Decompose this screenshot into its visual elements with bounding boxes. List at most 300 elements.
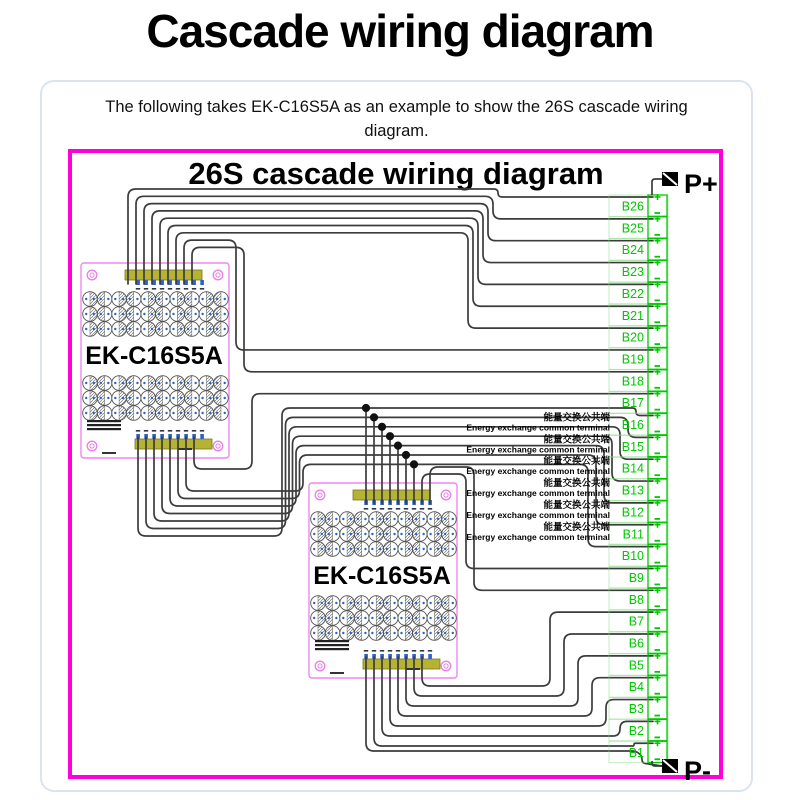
common-terminal-label-en: Energy exchange common terminal bbox=[466, 488, 610, 499]
pad-dot bbox=[444, 602, 446, 604]
pin-label-fineprint bbox=[136, 430, 140, 432]
pad-dot bbox=[342, 632, 344, 634]
pad-dot bbox=[437, 533, 439, 535]
pad-dot bbox=[371, 632, 373, 634]
cell-label: B10 bbox=[621, 549, 644, 564]
pad-dot bbox=[187, 298, 189, 300]
pad-dot bbox=[114, 382, 116, 384]
pad-dot bbox=[342, 533, 344, 535]
pad-dot bbox=[364, 548, 366, 550]
pad-dot bbox=[165, 412, 167, 414]
description-text: The following takes EK-C16S5A as an example to show the 26S cascade wiring diagram. bbox=[105, 98, 688, 140]
pad-dot bbox=[357, 617, 359, 619]
pad-dot bbox=[100, 397, 102, 399]
pad-dot bbox=[379, 602, 381, 604]
pad-dot bbox=[129, 382, 131, 384]
pin-label-fineprint bbox=[420, 650, 424, 652]
pad-dot bbox=[151, 298, 153, 300]
pad-dot bbox=[350, 617, 352, 619]
pad-dot bbox=[224, 298, 226, 300]
pad-dot bbox=[342, 518, 344, 520]
pad-dot bbox=[452, 602, 454, 604]
pad-dot bbox=[129, 328, 131, 330]
pad-dot bbox=[364, 533, 366, 535]
pad-dot bbox=[100, 298, 102, 300]
pad-dot bbox=[350, 632, 352, 634]
pad-dot bbox=[143, 382, 145, 384]
pad-dot bbox=[93, 313, 95, 315]
common-terminal-label-zh: 能量交换公共端 bbox=[543, 499, 610, 511]
pad-dot bbox=[187, 313, 189, 315]
pad-dot bbox=[122, 412, 124, 414]
pad-dot bbox=[393, 602, 395, 604]
pad-dot bbox=[313, 617, 315, 619]
pad-dot bbox=[107, 382, 109, 384]
pad-dot bbox=[180, 298, 182, 300]
pad-dot bbox=[321, 602, 323, 604]
pad-dot bbox=[122, 397, 124, 399]
pad-dot bbox=[313, 533, 315, 535]
pad-dot bbox=[85, 328, 87, 330]
pad-dot bbox=[386, 548, 388, 550]
pad-dot bbox=[136, 382, 138, 384]
pin-label-fineprint bbox=[364, 650, 368, 652]
pad-dot bbox=[143, 412, 145, 414]
pin-label-fineprint bbox=[380, 508, 384, 510]
pad-dot bbox=[107, 298, 109, 300]
pad-dot bbox=[321, 548, 323, 550]
cell-label: B23 bbox=[621, 265, 644, 280]
cell-label: B5 bbox=[628, 658, 644, 673]
pad-dot bbox=[422, 602, 424, 604]
p-plus-label: P+ bbox=[684, 169, 718, 199]
pad-dot bbox=[114, 313, 116, 315]
pad-dot bbox=[437, 518, 439, 520]
pad-dot bbox=[100, 382, 102, 384]
pad-dot bbox=[393, 533, 395, 535]
pad-dot bbox=[129, 313, 131, 315]
pad-dot bbox=[114, 298, 116, 300]
pad-dot bbox=[342, 602, 344, 604]
pad-dot bbox=[357, 518, 359, 520]
pad-dot bbox=[422, 617, 424, 619]
pad-dot bbox=[165, 397, 167, 399]
pad-dot bbox=[335, 518, 337, 520]
pin-label-fineprint bbox=[192, 430, 196, 432]
pin-label-fineprint bbox=[160, 430, 164, 432]
junction-dot bbox=[402, 451, 410, 459]
pad-dot bbox=[136, 412, 138, 414]
pad-dot bbox=[165, 298, 167, 300]
pad-dot bbox=[452, 617, 454, 619]
pad-dot bbox=[172, 298, 174, 300]
pad-dot bbox=[93, 328, 95, 330]
connector bbox=[353, 490, 430, 500]
fine-print bbox=[102, 452, 116, 454]
pad-dot bbox=[187, 382, 189, 384]
pad-dot bbox=[328, 617, 330, 619]
pad-dot bbox=[408, 617, 410, 619]
junction-dot bbox=[370, 413, 378, 421]
pad-dot bbox=[415, 632, 417, 634]
pad-dot bbox=[85, 412, 87, 414]
pad-dot bbox=[415, 617, 417, 619]
pad-dot bbox=[201, 313, 203, 315]
board-name: EK-C16S5A bbox=[313, 562, 451, 590]
common-terminal-label-en: Energy exchange common terminal bbox=[466, 422, 610, 433]
pin-label-fineprint bbox=[364, 508, 368, 510]
screw-hole-icon bbox=[216, 273, 220, 277]
pad-dot bbox=[393, 632, 395, 634]
pad-dot bbox=[93, 382, 95, 384]
pad-dot bbox=[313, 632, 315, 634]
cell-label: B21 bbox=[621, 308, 644, 323]
pad-dot bbox=[136, 397, 138, 399]
pad-dot bbox=[400, 548, 402, 550]
pad-dot bbox=[444, 548, 446, 550]
pad-dot bbox=[224, 412, 226, 414]
junction-dot bbox=[378, 423, 386, 431]
pad-dot bbox=[408, 632, 410, 634]
pad-dot bbox=[422, 533, 424, 535]
screw-hole-icon bbox=[444, 493, 448, 497]
pin-label-fineprint bbox=[420, 508, 424, 510]
pad-dot bbox=[107, 313, 109, 315]
pin-label-fineprint bbox=[372, 650, 376, 652]
cell-label: B24 bbox=[621, 243, 644, 258]
pad-dot bbox=[321, 533, 323, 535]
pad-dot bbox=[151, 313, 153, 315]
pad-dot bbox=[379, 548, 381, 550]
pad-dot bbox=[350, 602, 352, 604]
pcb-board bbox=[309, 483, 457, 678]
pad-dot bbox=[393, 617, 395, 619]
pad-dot bbox=[93, 298, 95, 300]
junction-dot bbox=[410, 460, 418, 468]
pin-label-fineprint bbox=[184, 430, 188, 432]
pad-dot bbox=[151, 328, 153, 330]
pad-dot bbox=[400, 617, 402, 619]
cell-label: B3 bbox=[628, 702, 644, 717]
pad-dot bbox=[342, 548, 344, 550]
pad-dot bbox=[224, 382, 226, 384]
pad-dot bbox=[129, 412, 131, 414]
pad-dot bbox=[136, 298, 138, 300]
pin-label-fineprint bbox=[192, 288, 196, 290]
pad-dot bbox=[371, 533, 373, 535]
fine-print bbox=[315, 640, 349, 642]
pad-dot bbox=[129, 397, 131, 399]
diagram-title: 26S cascade wiring diagram bbox=[188, 156, 604, 191]
page-title: Cascade wiring diagram bbox=[146, 5, 654, 57]
fine-print bbox=[315, 648, 349, 650]
common-terminal-label-zh: 能量交换公共端 bbox=[543, 478, 610, 490]
pad-dot bbox=[364, 617, 366, 619]
cell-label: B7 bbox=[628, 614, 644, 629]
pad-dot bbox=[209, 412, 211, 414]
pin-label-fineprint bbox=[372, 508, 376, 510]
common-terminal-label-en: Energy exchange common terminal bbox=[466, 466, 610, 477]
pad-dot bbox=[371, 518, 373, 520]
pad-dot bbox=[335, 632, 337, 634]
pin-label-fineprint bbox=[404, 650, 408, 652]
pad-dot bbox=[85, 382, 87, 384]
pad-dot bbox=[357, 548, 359, 550]
cell-label: B6 bbox=[628, 636, 644, 651]
cell-label: B17 bbox=[621, 396, 644, 411]
pad-dot bbox=[187, 328, 189, 330]
pad-dot bbox=[143, 313, 145, 315]
pin-label-fineprint bbox=[380, 650, 384, 652]
pad-dot bbox=[136, 313, 138, 315]
pad-dot bbox=[209, 397, 211, 399]
pad-dot bbox=[136, 328, 138, 330]
fine-print bbox=[315, 644, 349, 646]
common-terminal-label-zh: 能量交换公共端 bbox=[543, 521, 610, 533]
pad-dot bbox=[187, 397, 189, 399]
pad-dot bbox=[313, 548, 315, 550]
cell-label: B12 bbox=[621, 505, 644, 520]
pad-dot bbox=[386, 602, 388, 604]
pad-dot bbox=[209, 313, 211, 315]
cell-label: B8 bbox=[628, 592, 644, 607]
fine-print bbox=[87, 424, 121, 426]
pad-dot bbox=[114, 328, 116, 330]
pad-dot bbox=[143, 328, 145, 330]
pad-dot bbox=[379, 518, 381, 520]
pad-dot bbox=[429, 518, 431, 520]
pad-dot bbox=[408, 518, 410, 520]
pad-dot bbox=[209, 298, 211, 300]
pin-label-fineprint bbox=[396, 508, 400, 510]
pad-dot bbox=[93, 412, 95, 414]
pad-dot bbox=[444, 617, 446, 619]
cell-label: B20 bbox=[621, 330, 644, 345]
fine-print bbox=[87, 428, 121, 430]
pin-label-fineprint bbox=[176, 430, 180, 432]
pad-dot bbox=[444, 518, 446, 520]
pad-dot bbox=[422, 518, 424, 520]
pin-label-fineprint bbox=[388, 508, 392, 510]
pad-dot bbox=[158, 397, 160, 399]
pad-dot bbox=[165, 382, 167, 384]
pad-dot bbox=[386, 617, 388, 619]
pad-dot bbox=[172, 328, 174, 330]
pad-dot bbox=[216, 328, 218, 330]
junction-dot bbox=[362, 404, 370, 412]
pad-dot bbox=[224, 328, 226, 330]
pad-dot bbox=[165, 328, 167, 330]
pad-dot bbox=[85, 313, 87, 315]
pin-label-fineprint bbox=[412, 650, 416, 652]
pad-dot bbox=[209, 382, 211, 384]
pin-label-fineprint bbox=[176, 288, 180, 290]
cell-label: B9 bbox=[628, 570, 644, 585]
pad-dot bbox=[313, 602, 315, 604]
pad-dot bbox=[364, 632, 366, 634]
pad-dot bbox=[328, 548, 330, 550]
pad-dot bbox=[357, 533, 359, 535]
pad-dot bbox=[194, 298, 196, 300]
pad-dot bbox=[328, 632, 330, 634]
pad-dot bbox=[437, 602, 439, 604]
connector-pin bbox=[428, 654, 432, 659]
pad-dot bbox=[386, 518, 388, 520]
pad-dot bbox=[224, 313, 226, 315]
pad-dot bbox=[429, 617, 431, 619]
pad-dot bbox=[107, 397, 109, 399]
pin-label-fineprint bbox=[168, 288, 172, 290]
pin-label-fineprint bbox=[404, 508, 408, 510]
pad-dot bbox=[180, 397, 182, 399]
pad-dot bbox=[172, 412, 174, 414]
pad-dot bbox=[100, 313, 102, 315]
pin-label-fineprint bbox=[428, 508, 432, 510]
pad-dot bbox=[158, 382, 160, 384]
pad-dot bbox=[180, 328, 182, 330]
pad-dot bbox=[415, 548, 417, 550]
pad-dot bbox=[216, 313, 218, 315]
pad-dot bbox=[187, 412, 189, 414]
pin-label-fineprint bbox=[144, 288, 148, 290]
pad-dot bbox=[172, 313, 174, 315]
pad-dot bbox=[158, 412, 160, 414]
pad-dot bbox=[328, 518, 330, 520]
board-name: EK-C16S5A bbox=[85, 342, 223, 370]
pad-dot bbox=[165, 313, 167, 315]
cell-label: B13 bbox=[621, 483, 644, 498]
pad-dot bbox=[122, 298, 124, 300]
pad-dot bbox=[158, 328, 160, 330]
pad-dot bbox=[180, 382, 182, 384]
screw-hole-icon bbox=[318, 664, 322, 668]
pad-dot bbox=[107, 412, 109, 414]
pad-dot bbox=[313, 518, 315, 520]
pad-dot bbox=[151, 412, 153, 414]
pad-dot bbox=[328, 602, 330, 604]
pin-label-fineprint bbox=[412, 508, 416, 510]
pin-label-fineprint bbox=[200, 430, 204, 432]
pad-dot bbox=[408, 602, 410, 604]
pad-dot bbox=[143, 397, 145, 399]
pad-dot bbox=[437, 548, 439, 550]
fine-print bbox=[406, 668, 420, 670]
junction-dot bbox=[394, 442, 402, 450]
wiring-diagram-canvas bbox=[0, 4, 800, 800]
pad-dot bbox=[328, 533, 330, 535]
pad-dot bbox=[452, 632, 454, 634]
pad-dot bbox=[350, 548, 352, 550]
pad-dot bbox=[371, 617, 373, 619]
pad-dot bbox=[129, 298, 131, 300]
pad-dot bbox=[321, 518, 323, 520]
pad-dot bbox=[201, 397, 203, 399]
p-minus-label: P- bbox=[684, 756, 711, 786]
pad-dot bbox=[357, 632, 359, 634]
pad-dot bbox=[321, 617, 323, 619]
pad-dot bbox=[209, 328, 211, 330]
pad-dot bbox=[371, 602, 373, 604]
pad-dot bbox=[224, 397, 226, 399]
pad-dot bbox=[194, 313, 196, 315]
pad-dot bbox=[114, 412, 116, 414]
pad-dot bbox=[85, 397, 87, 399]
pad-dot bbox=[143, 298, 145, 300]
pad-dot bbox=[93, 397, 95, 399]
pad-dot bbox=[158, 313, 160, 315]
pad-dot bbox=[400, 602, 402, 604]
pad-dot bbox=[151, 397, 153, 399]
junction-dot bbox=[386, 432, 394, 440]
pad-dot bbox=[201, 382, 203, 384]
fine-print bbox=[330, 672, 344, 674]
cell-label: B19 bbox=[621, 352, 644, 367]
pad-dot bbox=[100, 412, 102, 414]
screw-hole-icon bbox=[90, 273, 94, 277]
pad-dot bbox=[122, 382, 124, 384]
pad-dot bbox=[151, 382, 153, 384]
pad-dot bbox=[379, 617, 381, 619]
pad-dot bbox=[400, 533, 402, 535]
pad-dot bbox=[415, 533, 417, 535]
pad-dot bbox=[386, 632, 388, 634]
pad-dot bbox=[400, 518, 402, 520]
pad-dot bbox=[393, 548, 395, 550]
pad-dot bbox=[194, 412, 196, 414]
pin-label-fineprint bbox=[200, 288, 204, 290]
pad-dot bbox=[415, 602, 417, 604]
pad-dot bbox=[122, 313, 124, 315]
screw-hole-icon bbox=[216, 444, 220, 448]
common-terminal-label-zh: 能量交换公共端 bbox=[543, 434, 610, 446]
pin-label-fineprint bbox=[152, 430, 156, 432]
pin-label-fineprint bbox=[136, 288, 140, 290]
pad-dot bbox=[429, 632, 431, 634]
cell-label: B26 bbox=[621, 199, 644, 214]
pad-dot bbox=[194, 382, 196, 384]
pad-dot bbox=[321, 632, 323, 634]
cell-label: B1 bbox=[628, 745, 644, 760]
pad-dot bbox=[201, 298, 203, 300]
pad-dot bbox=[364, 602, 366, 604]
cell-label: B18 bbox=[621, 374, 644, 389]
pad-dot bbox=[408, 533, 410, 535]
pad-dot bbox=[371, 548, 373, 550]
pad-dot bbox=[158, 298, 160, 300]
pad-dot bbox=[335, 602, 337, 604]
pin-label-fineprint bbox=[144, 430, 148, 432]
pad-dot bbox=[180, 313, 182, 315]
cell-label: B16 bbox=[621, 418, 644, 432]
pin-label-fineprint bbox=[160, 288, 164, 290]
pad-dot bbox=[429, 533, 431, 535]
cell-label: B25 bbox=[621, 221, 644, 236]
pad-dot bbox=[415, 518, 417, 520]
pad-dot bbox=[437, 632, 439, 634]
cell-label: B14 bbox=[621, 461, 644, 476]
pad-dot bbox=[452, 548, 454, 550]
pad-dot bbox=[335, 548, 337, 550]
pin-label-fineprint bbox=[396, 650, 400, 652]
pad-dot bbox=[357, 602, 359, 604]
pad-dot bbox=[216, 298, 218, 300]
connector-pin bbox=[200, 280, 204, 285]
screw-hole-icon bbox=[90, 444, 94, 448]
pad-dot bbox=[386, 533, 388, 535]
pad-dot bbox=[393, 518, 395, 520]
pad-dot bbox=[335, 617, 337, 619]
connector-pin bbox=[200, 434, 204, 439]
